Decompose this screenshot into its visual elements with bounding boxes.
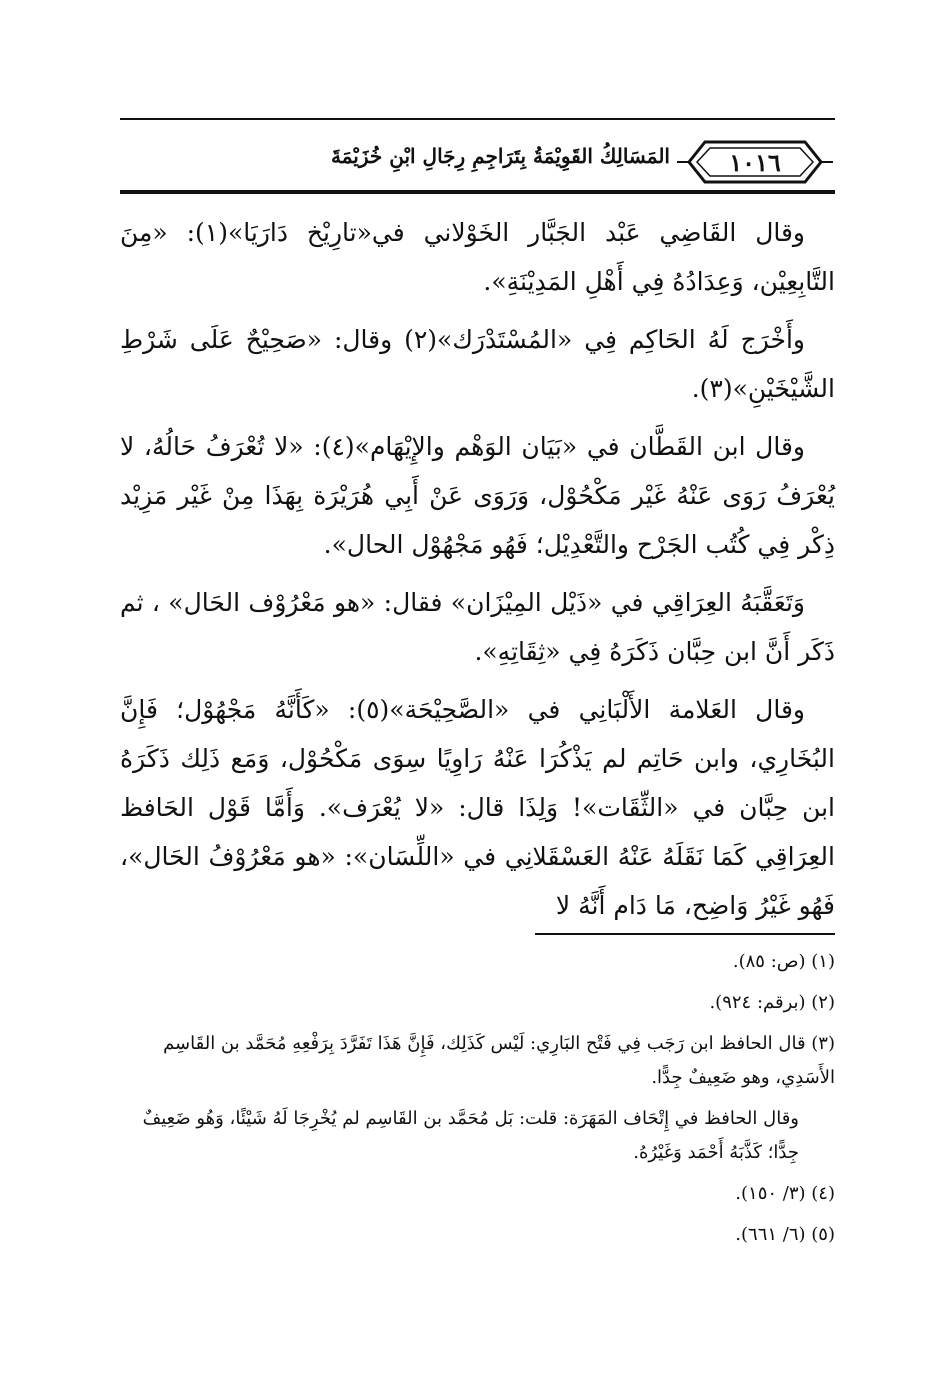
header-top-rule xyxy=(120,118,835,120)
running-title: المَسَالِكُ القَوِيْمَةُ بِتَرَاجِمِ رِجَالِ ابْنِ خُزَيْمَةَ xyxy=(331,144,670,168)
footnote: (٢) (برقم: ٩٢٤). xyxy=(709,992,835,1013)
footnote: (٥) (٦/ ٦٦١). xyxy=(735,1224,835,1245)
main-text xyxy=(120,208,835,939)
footnote-continuation: وقال الحافظ في إِتْحَاف المَهَرَة: قلت: بَل مُحَمَّد بن القَاسِم لم يُخْرِجَا لَهُ شَيْئًا، وَهُو ضَعِيفٌ جِدًّا؛ كَذَّبَهُ أَحْمَد وَغَيْرُهُ. xyxy=(142,1108,799,1163)
footnote: (٣) قال الحافظ ابن رَجَب فِي فَتْح البَارِي: لَيْس كَذَلِك، فَإِنَّ هَذَا تَفَرَّدَ بِرَفْعِهِ مُحَمَّد بن القَاسِم الأَسَدِي، وهو ضَعِيفٌ جِدًّا. xyxy=(163,1033,835,1088)
page-header xyxy=(120,138,835,186)
footnote: (٤) (٣/ ١٥٠). xyxy=(735,1183,835,1204)
paragraph: وقال العَلامة الأَلْبَانِي في «الصَّحِيْحَة»(٥): «كَأَنَّهُ مَجْهُوْل؛ فَإِنَّ البُخَارِي، وابن حَاتِم لم يَذْكُرَا عَنْهُ رَاوِيًا سِوَى مَكْحُوْل، وَمَع ذَلِك ذَكَرَهُ ابن حِبَّان في «الثِّقَات»! وَلِذَا قال: «لا يُعْرَف». وَأَمَّا قَوْل الحَافظ العِرَاقِي كَمَا نَقَلَهُ عَنْهُ العَسْقَلانِي في «اللِّسَان»: «هو مَعْرُوْفُ الحَال»، فَهُو غَيْرُ وَاضِح، مَا دَام أَنَّهُ لا xyxy=(120,695,835,920)
paragraph: وقال القَاضِي عَبْد الجَبَّار الخَوْلاني في«تارِيْخ دَارَيَا»(١): «مِنَ التَّابِعِيْن، وَعِدَادُهُ فِي أَهْلِ المَدِيْنَةِ». xyxy=(120,218,835,296)
footnote: (١) (ص: ٨٥). xyxy=(732,951,835,972)
footnotes xyxy=(120,945,835,1259)
paragraph: وأَخْرَج لَهُ الحَاكِم فِي «المُسْتَدْرَك»(٢) وقال: «صَحِيْحٌ عَلَى شَرْطِ الشَّيْخَيْنِ»(٣). xyxy=(120,325,835,403)
footnote-separator xyxy=(535,933,835,935)
header-bottom-rule xyxy=(120,190,835,194)
page-number: ١٠١٦ xyxy=(729,147,781,177)
paragraph: وقال ابن القَطَّان في «بَيَان الوَهْم والإِيْهَام»(٤): «لا تُعْرَفُ حَالُهُ، لا يُعْرَفُ رَوَى عَنْهُ غَيْر مَكْحُوْل، وَرَوَى عَنْ أَبِي هُرَيْرَة بِهَذَا مِنْ غَيْر مَزِيْد ذِكْر فِي كُتُب الجَرْح والتَّعْدِيْل؛ فَهُو مَجْهُوْل الحال». xyxy=(120,432,835,559)
paragraph: وَتَعَقَّبَهُ العِرَاقِي في «ذَيْل المِيْزَان» فقال: «هو مَعْرُوْف الحَال» ، ثم ذَكَر أَنَّ ابن حِبَّان ذَكَرَهُ فِي «ثِقَاتِهِ». xyxy=(120,588,835,666)
